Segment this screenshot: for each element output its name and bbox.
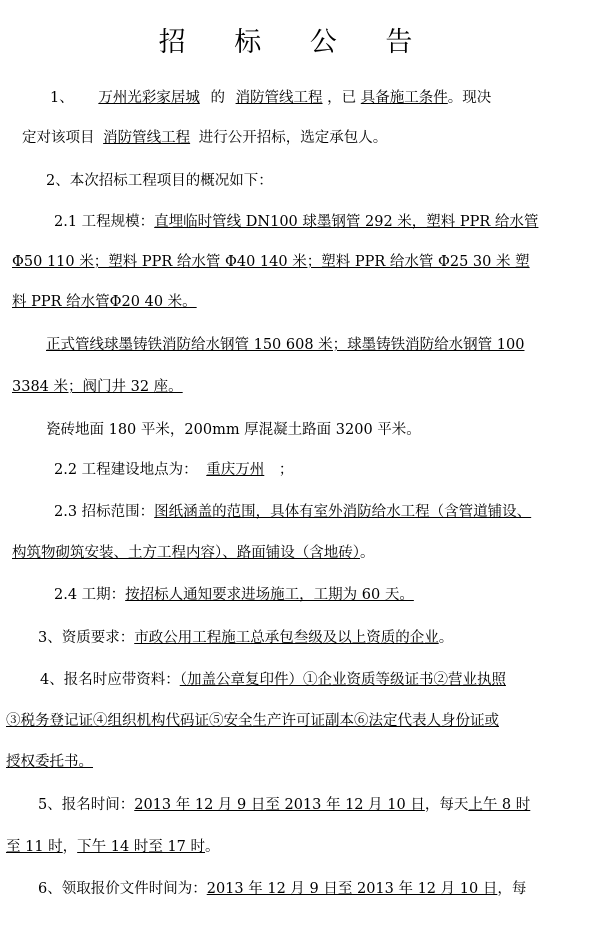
- work-name: 消防管线工程: [235, 90, 323, 106]
- item-number: 1、: [50, 90, 74, 106]
- label: 2.3 招标范围：: [54, 504, 155, 520]
- label: 3、资质要求：: [38, 630, 135, 646]
- text: 。: [438, 630, 454, 646]
- page-title: 招 标 公 告: [158, 27, 433, 58]
- project-name: 万州光彩家居城: [98, 90, 200, 106]
- s21-line-3: 料 PPR 给水管Φ20 40 米。: [12, 294, 197, 310]
- text: 。现决: [447, 90, 492, 106]
- section-2-heading: 2、本次招标工程项目的概况如下：: [46, 173, 273, 189]
- text: ，每天: [424, 797, 469, 813]
- work-name: 消防管线工程: [103, 130, 191, 146]
- s21-line-1: [54, 212, 591, 232]
- s21-line-5: 3384 米；阀门井 32 座。: [12, 379, 183, 395]
- text: 。: [360, 545, 375, 561]
- value: 图纸涵盖的范围，具体有室外消防给水工程（含管道铺设、: [154, 504, 532, 520]
- s24-line: [54, 585, 591, 605]
- text: 定对该项目: [22, 130, 95, 146]
- p4-line-3: 授权委托书。: [6, 754, 93, 770]
- value: 按招标人通知要求进场施工，工期为 60 天。: [125, 587, 414, 603]
- paragraph-1-line-1: [50, 88, 591, 108]
- s23-line-2: [12, 543, 591, 563]
- p6-line-1: [38, 879, 591, 899]
- p5-line-2: [6, 837, 591, 857]
- s21-line-6: 瓷砖地面 180 平米，200mm 厚混凝土路面 3200 平米。: [46, 422, 421, 438]
- value: 直埋临时管线 DN100 球墨钢管 292 米，塑料 PPR 给水管: [154, 214, 539, 230]
- value: 市政公用工程施工总承包叁级及以上资质的企业: [134, 630, 439, 646]
- value: 上午 8 时: [468, 797, 531, 813]
- value: 下午 14 时至 17 时: [77, 839, 206, 855]
- label: 5、报名时间：: [38, 797, 135, 813]
- text: ，每: [497, 881, 527, 897]
- p4-line-1: [40, 670, 591, 690]
- paragraph-1-line-2: [22, 128, 591, 148]
- text: 进行公开招标，选定承包人。: [198, 130, 388, 146]
- value: 2013 年 12 月 9 日至 2013 年 12 月 10 日: [206, 881, 498, 897]
- text: ；: [278, 462, 294, 478]
- p5-line-1: [38, 795, 591, 815]
- value: 构筑物砌筑安装、土方工程内容）、路面铺设（含地砖）: [12, 545, 360, 561]
- label: 6、领取报价文件时间为：: [38, 881, 207, 897]
- location: 重庆万州: [206, 462, 265, 478]
- text: ，已: [327, 90, 357, 106]
- s23-line-1: [54, 502, 591, 522]
- label: 4、报名时应带资料：: [40, 672, 180, 688]
- p4-line-2: ③税务登记证④组织机构代码证⑤安全生产许可证副本⑥法定代表人身份证或: [6, 713, 499, 729]
- value: 2013 年 12 月 9 日至 2013 年 12 月 10 日: [134, 797, 425, 813]
- value: （加盖公章复印件）①企业资质等级证书②营业执照: [179, 672, 506, 688]
- label: 2.1 工程规模：: [54, 214, 155, 230]
- condition: 具备施工条件: [360, 90, 448, 106]
- s21-line-4: 正式管线球墨铸铁消防给水钢管 150 608 米；球墨铸铁消防给水钢管 100: [46, 337, 525, 353]
- s22-line: [54, 460, 591, 480]
- label: 2.2 工程建设地点为：: [54, 462, 198, 478]
- s21-line-2: Φ50 110 米；塑料 PPR 给水管 Φ40 140 米；塑料 PPR 给水管 Φ25 30 米 塑: [12, 254, 530, 270]
- text: 的: [210, 90, 225, 106]
- value: 至 11 时: [6, 839, 63, 855]
- label: 2.4 工期：: [54, 587, 126, 603]
- text: 。: [205, 839, 220, 855]
- p3-line: [38, 628, 591, 648]
- text: ，: [62, 839, 78, 855]
